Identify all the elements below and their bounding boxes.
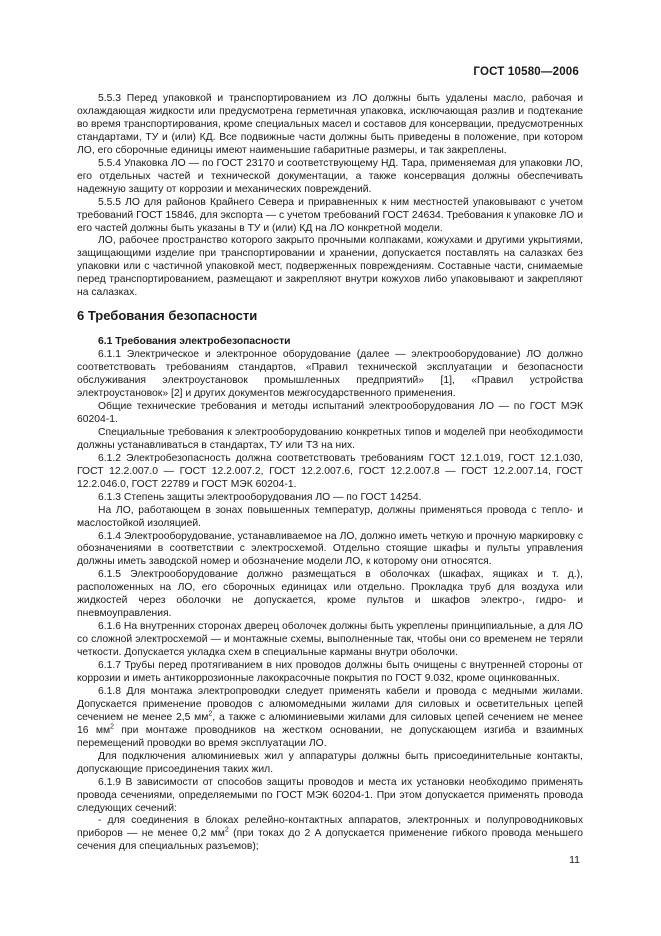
paragraph-5-5-5: 5.5.5 ЛО для районов Крайнего Севера и приравненных к ним местностей упаковывают с учетом требований ГОСТ 15846, для экспорта — с учетом требований ГОСТ 24634. Требования к упаковке ЛО и его частей должны быть указаны в ТУ и (или) КД на ЛО конкретной модели. — [77, 196, 583, 234]
paragraph-6-1-2: 6.1.2 Электробезопасность должна соответствовать требованиям ГОСТ 12.1.019, ГОСТ 12.1.030, ГОСТ 12.2.007.0 — ГОСТ 12.2.007.2, ГОСТ 12.2.007.6, ГОСТ 12.2.007.8 — ГОСТ 12.2.007.14, ГОСТ 12.2.046.0, ГОСТ 22789 и ГОСТ МЭК 60204-1. — [77, 452, 583, 490]
paragraph-6-1-8-part-1: 6.1.8 Для монтажа электропроводки следует применять кабели и провода с медными жилами. Допускается применение проводов с алюмомедными жилами для силовых и осветительных цепей сечением не менее 2,5 мм — [77, 685, 583, 723]
paragraph-6-1-1-special: Специальные требования к электрооборудованию конкретных типов и моделей при необходимости должны устанавливаться в стандартах, ТУ или ТЗ на них. — [77, 426, 583, 451]
paragraph-6-1-1: 6.1.1 Электрическое и электронное оборудование (далее — электрооборудование) ЛО должно соответствовать требованиям стандартов, «Правил технической эксплуатации и безопасности обслуживания электроустановок промышленных предприятий» [1], «Правил устройства электроустановок» [2] и других документов межгосударственного применения. — [77, 349, 583, 400]
paragraph-6-1-8-part-2: , а также с алюминиевыми жилами для силовых цепей сечением не менее 16 мм — [77, 711, 583, 736]
subsection-heading-6-1: 6.1 Требования электробезопасности — [98, 336, 291, 348]
paragraph-6-1-6: 6.1.6 На внутренних сторонах дверец оболочек должны быть укреплены принципиальные, а для ЛО со сложной электросхемой — и монтажные схемы, выполненные так, чтобы они со временем не теряли четкости. Допускается укладка схем в специальные карманы внутри оболочки. — [77, 621, 583, 659]
paragraph-5-5-5-continued: ЛО, рабочее пространство которого закрыто прочными колпаками, кожухами и другими укрытиями, защищающими изделие при транспортировании и хранении, допускается поставлять на салазках без упаковки или с частичной упаковкой мест, подверженных повреждениям. Составные части, снимаемые перед транспортированием, размещают и закрепляют внутри кожухов либо упаковывают и закрепляют на салазках. — [77, 235, 583, 299]
paragraph-6-1-9-item-part-1: - для соединения в блоках релейно-контактных аппаратов, электронных и полупроводниковых приборов — не менее 0,2 мм — [77, 815, 583, 840]
paragraph-6-1-1-general: Общие технические требования и методы испытаний электрооборудования ЛО — по ГОСТ МЭК 60204-1. — [77, 400, 583, 425]
superscript-squared: 2 — [110, 723, 114, 731]
paragraph-6-1-3: 6.1.3 Степень защиты электрооборудования ЛО — по ГОСТ 14254. — [98, 491, 422, 503]
document-standard-id: ГОСТ 10580—2006 — [473, 66, 579, 78]
paragraph-5-5-4: 5.5.4 Упаковка ЛО — по ГОСТ 23170 и соответствующему НД. Тара, применяемая для упаковки ЛО, его отдельных частей и технической документации, а также консервация должны обеспечивать надежную защиту от коррозии и механических повреждений. — [77, 157, 583, 195]
page-number: 11 — [569, 854, 580, 866]
paragraph-6-1-9-item — [77, 815, 583, 854]
paragraph-6-1-5: 6.1.5 Электрооборудование должно размещаться в оболочках (шкафах, ящиках и т. д.), расположенных на ЛО, его сборочных единицах или отдельно. Прокладка труб для воздуха или жидкостей через оболочки не допускается, кроме пультов и шкафов электро-, гидро- и пневмоуправления. — [77, 569, 583, 620]
paragraph-6-1-8-part-3: при монтаже проводников на жестком основании, не допускающем изгиба и взаимных перемещений проводки во время эксплуатации ЛО. — [77, 724, 583, 749]
section-heading-6: 6 Требования безопасности — [77, 308, 258, 324]
paragraph-6-1-9-item-part-2: (при токах до 2 А допускается применение гибкого провода меньшего сечения для специальных разъемов); — [77, 828, 583, 853]
superscript-squared: 2 — [208, 710, 213, 718]
superscript-squared: 2 — [224, 826, 229, 834]
paragraph-6-1-9: 6.1.9 В зависимости от способов защиты проводов и места их установки необходимо применять провода сечениями, определяемыми по ГОСТ МЭК 60204-1. При этом допускается применять провода следующих сечений: — [77, 776, 583, 814]
paragraph-6-1-4: 6.1.4 Электрооборудование, устанавливаемое на ЛО, должно иметь четкую и прочную маркировку с обозначениями в соответствии с электросхемой. Отдельно стоящие шкафы и пульты управления должны иметь заводской номер и обозначение модели ЛО, к которому они относятся. — [77, 530, 583, 568]
paragraph-6-1-8 — [77, 686, 583, 751]
document-body — [77, 93, 583, 854]
paragraph-5-5-3: 5.5.3 Перед упаковкой и транспортированием из ЛО должны быть удалены масло, рабочая и охлаждающая жидкости или предусмотрена герметичная упаковка, исключающая разлив и подтекание во время транспортирования, кроме специальных масел и составов для консервации, предусмотренных стандартами, ТУ и (или) КД. Все подвижные части должны быть приведены в положение, при котором ЛО, его сборочные единицы имеют наименьшие габаритные размеры, и так закреплены. — [77, 93, 583, 156]
paragraph-6-1-8-continued: Для подключения алюминиевых жил у аппаратуры должны быть присоединительные контакты, допускающие присоединения таких жил. — [77, 750, 583, 775]
paragraph-6-1-7: 6.1.7 Трубы перед протягиванием в них проводов должны быть очищены с внутренней стороны от коррозии и иметь антикоррозионные лакокрасочные покрытия по ГОСТ 9.032, кроме оцинкованных. — [77, 660, 583, 684]
paragraph-6-1-3-continued: На ЛО, работающем в зонах повышенных температур, должны применяться провода с тепло- и маслостойкой изоляцией. — [77, 504, 583, 529]
